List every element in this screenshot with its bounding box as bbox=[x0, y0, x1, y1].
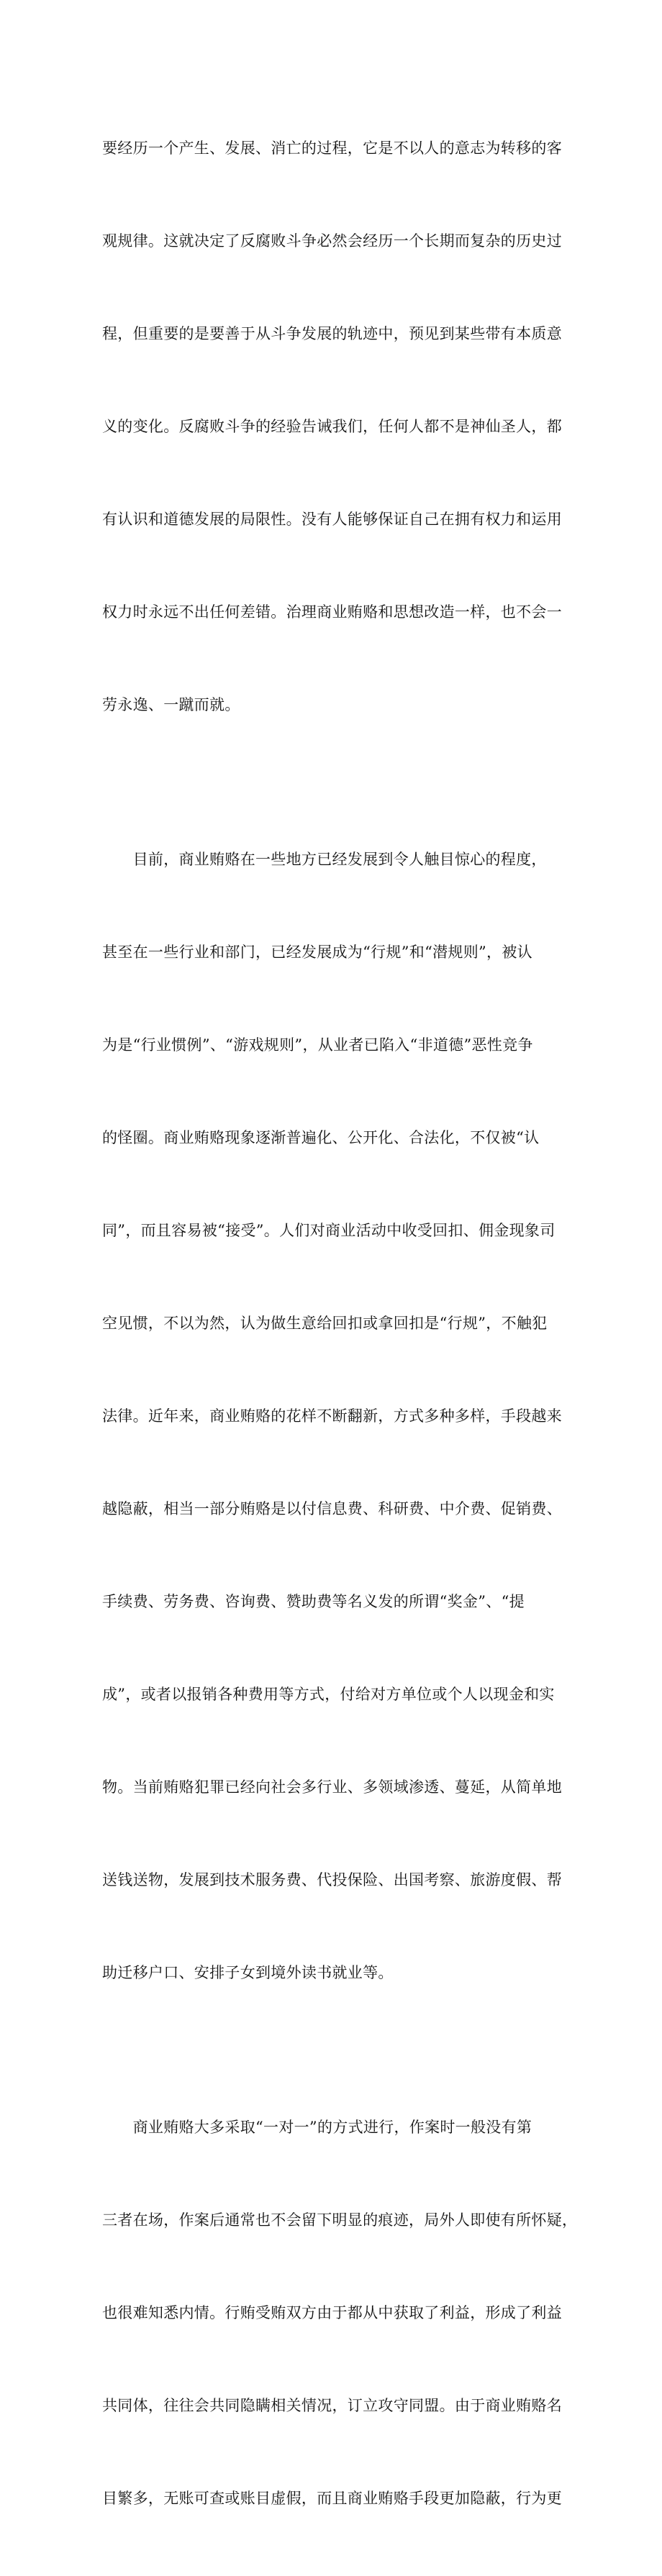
text-line: 要经历一个产生、发展、消亡的过程，它是不以人的意志为转移的客 bbox=[102, 140, 562, 157]
text-line: 目前，商业贿赂在一些地方已经发展到令人触目惊心的程度， bbox=[102, 851, 547, 868]
text-line: 劳永逸、一蹴而就。 bbox=[102, 696, 240, 713]
paragraph-1 bbox=[102, 71, 563, 782]
text-line: 三者在场，作案后通常也不会留下明显的痕迹，局外人即使有所怀疑， bbox=[102, 2211, 578, 2229]
text-line: 有认识和道德发展的局限性。没有人能够保证自己在拥有权力和运用 bbox=[102, 511, 562, 528]
text-line: 共同体，往往会共同隐瞒相关情况，订立攻守同盟。由于商业贿赂名 bbox=[102, 2397, 562, 2414]
text-line: 甚至在一些行业和部门，已经发展成为“行规”和“潜规则”，被认 bbox=[102, 944, 532, 961]
text-line: 权力时永远不出任何差错。治理商业贿赂和思想改造一样，也不会一 bbox=[102, 603, 562, 621]
text-line: 商业贿赂大多采取“一对一”的方式进行，作案时一般没有第 bbox=[102, 2119, 532, 2136]
text-line: 目繁多，无账可查或账目虚假，而且商业贿赂手段更加隐蔽，行为更 bbox=[102, 2490, 562, 2507]
text-line: 程，但重要的是要善于从斗争发展的轨迹中，预见到某些带有本质意 bbox=[102, 325, 562, 342]
paragraph-3 bbox=[102, 2050, 578, 2576]
text-line: 空见惯，不以为然，认为做生意给回扣或拿回扣是“行规”，不触犯 bbox=[102, 1315, 548, 1332]
text-line: 越隐蔽，相当一部分贿赂是以付信息费、科研费、中介费、促销费、 bbox=[102, 1500, 562, 1517]
text-line: 送钱送物，发展到技术服务费、代投保险、出国考察、旅游度假、帮 bbox=[102, 1871, 562, 1888]
text-line: 成”，或者以报销各种费用等方式，付给对方单位或个人以现金和实 bbox=[102, 1686, 555, 1703]
body-text bbox=[102, 71, 578, 2576]
text-line: 助迁移户口、安排子女到境外读书就业等。 bbox=[102, 1964, 394, 1981]
text-line: 法律。近年来，商业贿赂的花样不断翻新，方式多种多样，手段越来 bbox=[102, 1407, 562, 1425]
text-line: 义的变化。反腐败斗争的经验告诫我们，任何人都不是神仙圣人，都 bbox=[102, 418, 562, 435]
text-line: 观规律。这就决定了反腐败斗争必然会经历一个长期而复杂的历史过 bbox=[102, 232, 562, 250]
text-line: 也很难知悉内情。行贿受贿双方由于都从中获取了利益，形成了利益 bbox=[102, 2304, 562, 2321]
text-line: 的怪圈。商业贿赂现象逐渐普遍化、公开化、合法化，不仅被“认 bbox=[102, 1129, 540, 1146]
paragraph-2 bbox=[102, 782, 563, 2050]
text-line: 手续费、劳务费、咨询费、赞助费等名义发的所谓“奖金”、“提 bbox=[102, 1593, 525, 1610]
text-line: 物。当前贿赂犯罪已经向社会多行业、多领域渗透、蔓延，从简单地 bbox=[102, 1778, 562, 1796]
text-line: 为是“行业惯例”、“游戏规则”，从业者已陷入“非道德”恶性竞争 bbox=[102, 1036, 533, 1054]
text-line: 同”，而且容易被“接受”。人们对商业活动中收受回扣、佣金现象司 bbox=[102, 1222, 556, 1239]
